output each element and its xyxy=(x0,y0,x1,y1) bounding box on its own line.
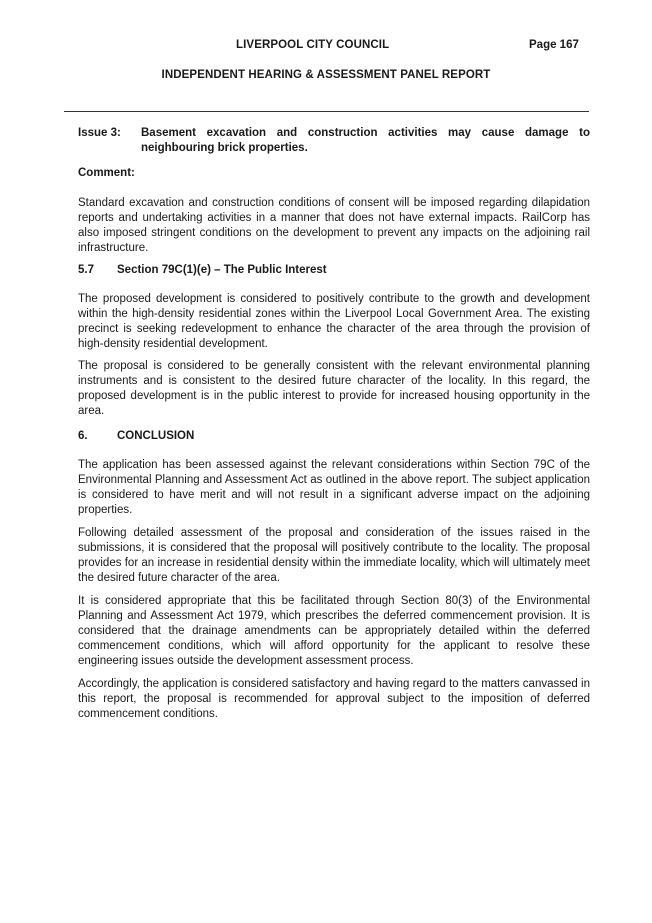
issue-heading xyxy=(78,126,590,156)
public-interest-paragraph-1: The proposed development is considered to positively contribute to the growth and development within the high-density residential zones within the Liverpool Local Government Area. The existing precinct is seeking redevelopment to enhance the character of the area through the provision of high-density residential development. xyxy=(78,293,590,350)
comment-paragraph: Standard excavation and construction conditions of consent will be imposed regarding dilapidation reports and undertaking activities in a manner that does not have external impacts. RailCorp has also imposed stringent conditions on the development to prevent any impacts on the adjoining rail infrastructure. xyxy=(78,197,590,254)
conclusion-heading xyxy=(78,430,194,442)
conclusion-number: 6. xyxy=(78,430,88,442)
report-title: INDEPENDENT HEARING & ASSESSMENT PANEL REPORT xyxy=(161,69,491,81)
conclusion-paragraph-1: The application has been assessed against the relevant considerations within Section 79C of the Environmental Planning and Assessment Act as outlined in the above report. The subject application is considered to have merit and will not result in a significant adverse impact on the adjoining properties. xyxy=(78,459,590,516)
conclusion-paragraph-2: Following detailed assessment of the proposal and consideration of the issues raised in the submissions, it is considered that the proposal will positively contribute to the locality. The proposal provides for an increase in residential density within the immediate locality, which will ultimately meet the desired future character of the area. xyxy=(78,527,590,584)
page-number: Page 167 xyxy=(529,39,579,51)
conclusion-paragraph-3: It is considered appropriate that this be facilitated through Section 80(3) of the Environmental Planning and Assessment Act 1979, which prescribes the deferred commencement provision. It is considered that the drainage amendments can be appropriately detailed within the deferred commencement conditions, which will afford opportunity for the applicant to resolve these engineering issues outside the development assessment process. xyxy=(78,595,590,667)
public-interest-paragraph-2: The proposal is considered to be generally consistent with the relevant environmental planning instruments and is consistent to the desired future character of the locality. In this regard, the proposed development is in the public interest to provide for increased housing opportunity in the area. xyxy=(78,360,590,417)
conclusion-title: CONCLUSION xyxy=(117,430,195,442)
issue-label: Issue 3: xyxy=(78,127,121,139)
issue-text: Basement excavation and construction activities may cause damage to neighbouring brick properties. xyxy=(141,127,590,154)
section-5-7-heading xyxy=(78,264,327,276)
section-5-7-number: 5.7 xyxy=(78,264,94,276)
comment-heading: Comment: xyxy=(78,167,135,179)
conclusion-paragraph-4: Accordingly, the application is considered satisfactory and having regard to the matters canvassed in this report, the proposal is recommended for approval subject to the imposition of deferred commencement conditions. xyxy=(78,678,590,720)
header-divider xyxy=(64,111,589,112)
council-name: LIVERPOOL CITY COUNCIL xyxy=(236,39,390,51)
section-5-7-title: Section 79C(1)(e) – The Public Interest xyxy=(117,264,327,276)
